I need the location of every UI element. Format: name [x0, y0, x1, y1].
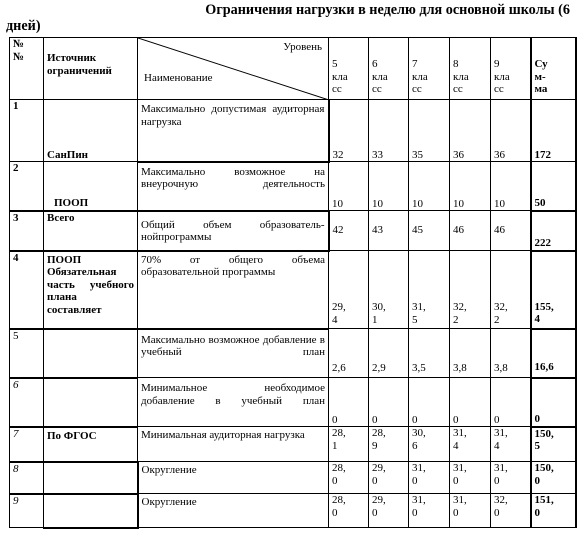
- row-value-grade-7: 3,5: [409, 329, 450, 378]
- row-sum: 151, 0: [531, 494, 576, 528]
- row-num: 9: [10, 494, 44, 528]
- row-value-grade-8: 3,8: [450, 329, 491, 378]
- table-row: [10, 329, 576, 378]
- table-row: [10, 427, 576, 462]
- row-value-grade-5: 28, 0: [329, 494, 369, 528]
- row-source: [44, 494, 138, 528]
- row-sum: 150, 0: [531, 462, 576, 494]
- row-num: 3: [10, 211, 44, 251]
- row-name: Максимально допустимая аудиторная нагрузка: [138, 100, 329, 162]
- row-value-grade-9: 32, 0: [491, 494, 531, 528]
- table-row: [10, 251, 576, 329]
- row-source: ПООП Обязательная часть учебного плана составляет: [44, 251, 138, 329]
- row-name: Минимальная аудиторная нагрузка: [138, 427, 329, 462]
- row-value-grade-6: 2,9: [369, 329, 409, 378]
- row-name: Максимально возможное добавление в учебный план: [138, 329, 329, 378]
- title-line-1: Ограничения нагрузки в неделю для основной школы (6: [205, 2, 570, 18]
- row-value-grade-9: 31, 0: [491, 462, 531, 494]
- row-value-grade-8: 36: [450, 100, 491, 162]
- row-value-grade-7: 31, 0: [409, 494, 450, 528]
- header-source: Источник ограничений: [44, 38, 138, 100]
- row-value-grade-5: 42: [329, 211, 369, 251]
- row-value-grade-8: 31, 4: [450, 427, 491, 462]
- row-value-grade-6: 29, 0: [369, 462, 409, 494]
- header-diagonal-cell: [138, 38, 329, 100]
- row-value-grade-8: 46: [450, 211, 491, 251]
- table-row: [10, 462, 576, 494]
- row-value-grade-6: 10: [369, 162, 409, 211]
- row-sum: 150, 5: [531, 427, 576, 462]
- row-value-grade-9: 10: [491, 162, 531, 211]
- row-value-grade-9: 3,8: [491, 329, 531, 378]
- table-row: [10, 494, 576, 528]
- header-name: Наименование: [144, 71, 213, 84]
- table-row: [10, 162, 576, 211]
- row-value-grade-5: 0: [329, 378, 369, 427]
- row-value-grade-7: 0: [409, 378, 450, 427]
- title-line-2: дней): [6, 18, 41, 34]
- row-value-grade-8: 32, 2: [450, 251, 491, 329]
- header-grade-5: 5 кла сс: [329, 38, 369, 100]
- header-num: № №: [10, 38, 44, 100]
- row-num: 7: [10, 427, 44, 462]
- header-grade-7: 7 кла сс: [409, 38, 450, 100]
- header-level: Уровень: [283, 41, 322, 53]
- row-name: Минимальное необходимое добавление в учебный план: [138, 378, 329, 427]
- row-value-grade-9: 46: [491, 211, 531, 251]
- table-row: [10, 378, 576, 427]
- load-limits-table: [9, 37, 577, 529]
- row-name: Округление: [138, 494, 329, 528]
- row-value-grade-7: 30, 6: [409, 427, 450, 462]
- row-source: Всего: [44, 211, 138, 251]
- row-value-grade-7: 31, 0: [409, 462, 450, 494]
- row-num: 1: [10, 100, 44, 162]
- header-grade-8: 8 кла сс: [450, 38, 491, 100]
- row-value-grade-9: 36: [491, 100, 531, 162]
- row-value-grade-6: 43: [369, 211, 409, 251]
- header-grade-9: 9 кла сс: [491, 38, 531, 100]
- row-source: По ФГОС: [44, 427, 138, 462]
- row-value-grade-5: 28, 1: [329, 427, 369, 462]
- row-sum: 155, 4: [531, 251, 576, 329]
- row-name: Округление: [138, 462, 329, 494]
- header-grade-6: 6 кла сс: [369, 38, 409, 100]
- table-row: [10, 100, 576, 162]
- row-source: ПООП: [44, 162, 138, 211]
- row-num: 6: [10, 378, 44, 427]
- row-value-grade-5: 2,6: [329, 329, 369, 378]
- row-sum: 222: [531, 211, 576, 251]
- row-name: 70% от общего объема образовательной программы: [138, 251, 329, 329]
- row-value-grade-8: 10: [450, 162, 491, 211]
- row-value-grade-7: 35: [409, 100, 450, 162]
- row-num: 2: [10, 162, 44, 211]
- row-value-grade-6: 0: [369, 378, 409, 427]
- row-value-grade-6: 30, 1: [369, 251, 409, 329]
- row-value-grade-6: 28, 9: [369, 427, 409, 462]
- row-name: Общий объем образователь-нойпрограммы: [138, 211, 329, 251]
- row-value-grade-8: 31, 0: [450, 462, 491, 494]
- document-title: [6, 2, 576, 34]
- row-value-grade-5: 28, 0: [329, 462, 369, 494]
- row-sum: 0: [531, 378, 576, 427]
- row-value-grade-9: 0: [491, 378, 531, 427]
- row-value-grade-8: 31, 0: [450, 494, 491, 528]
- row-value-grade-5: 29, 4: [329, 251, 369, 329]
- header-row: [10, 38, 576, 100]
- row-source: СанПин: [44, 100, 138, 162]
- row-value-grade-6: 29, 0: [369, 494, 409, 528]
- row-value-grade-9: 31, 4: [491, 427, 531, 462]
- row-value-grade-9: 32, 2: [491, 251, 531, 329]
- row-source: [44, 329, 138, 378]
- row-source: [44, 378, 138, 427]
- row-value-grade-8: 0: [450, 378, 491, 427]
- row-value-grade-5: 32: [329, 100, 369, 162]
- row-value-grade-7: 45: [409, 211, 450, 251]
- row-num: 8: [10, 462, 44, 494]
- row-sum: 16,6: [531, 329, 576, 378]
- row-name: Максимально возможное на внеурочную деятельность: [138, 162, 329, 211]
- row-value-grade-7: 10: [409, 162, 450, 211]
- row-value-grade-7: 31, 5: [409, 251, 450, 329]
- table-row: [10, 211, 576, 251]
- header-sum: Су м- ма: [531, 38, 576, 100]
- row-num: 5: [10, 329, 44, 378]
- row-sum: 50: [531, 162, 576, 211]
- row-value-grade-6: 33: [369, 100, 409, 162]
- row-sum: 172: [531, 100, 576, 162]
- row-value-grade-5: 10: [329, 162, 369, 211]
- row-source: [44, 462, 138, 494]
- row-num: 4: [10, 251, 44, 329]
